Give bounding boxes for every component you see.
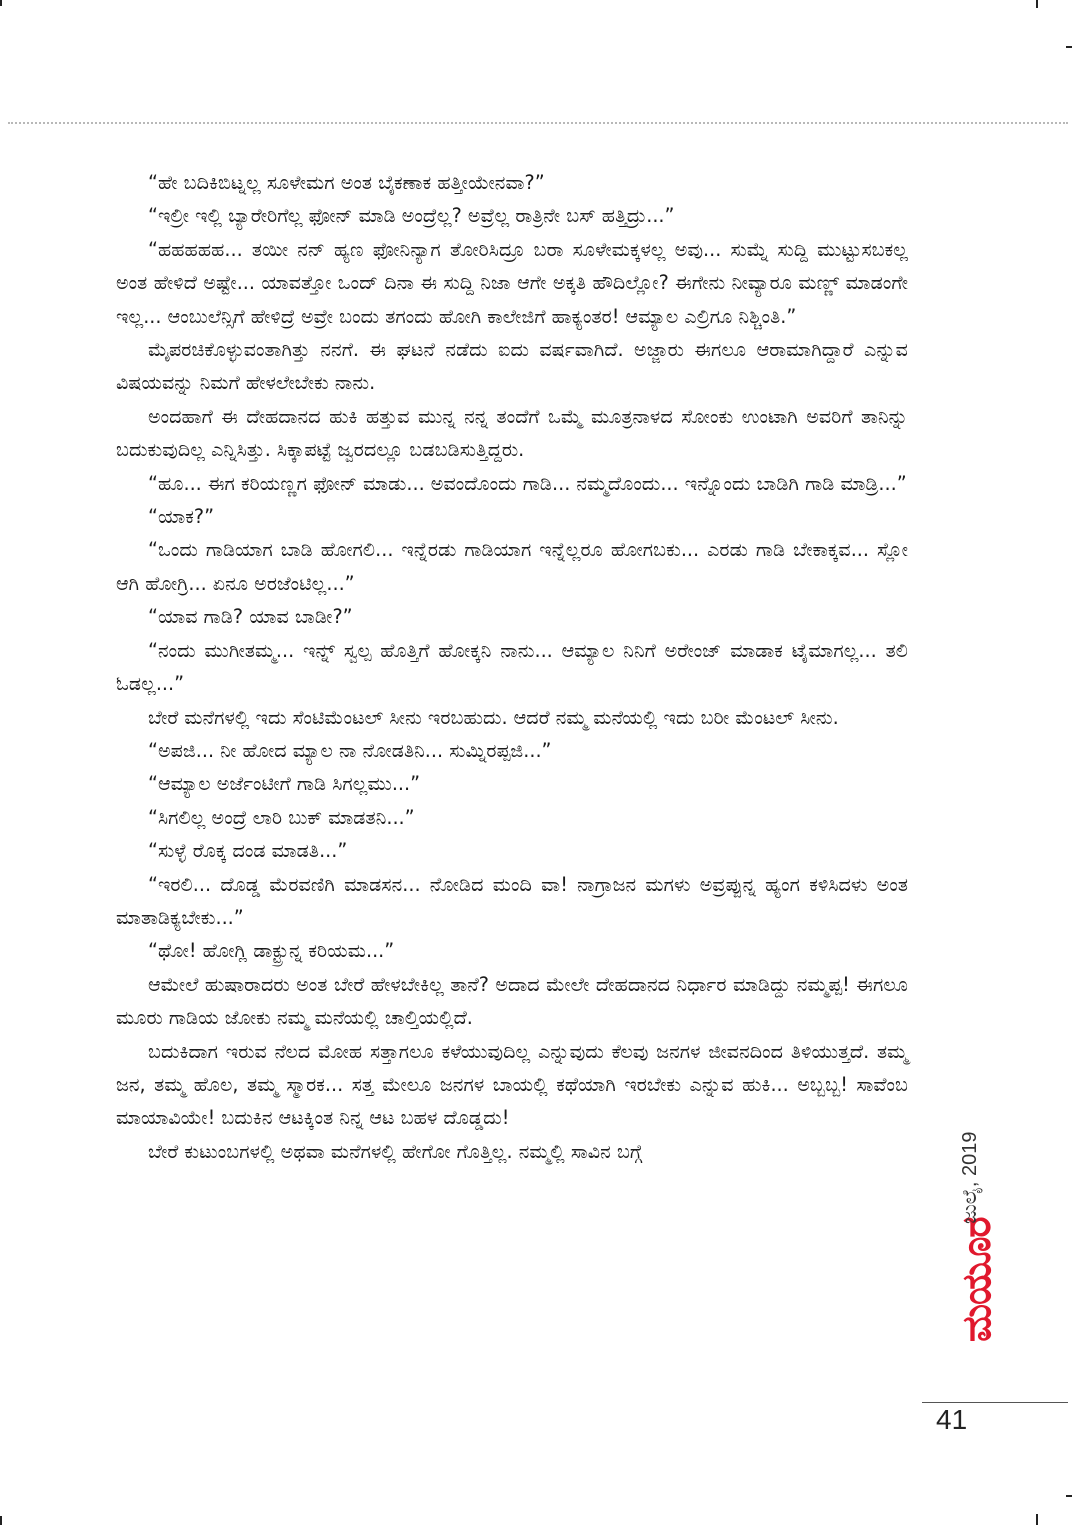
paragraph: “ಅಪಜಿ... ನೀ ಹೋದ ಮ್ಯಾಲ ನಾ ನೋಡತಿನಿ... ಸುಮ್ನಿರಪ್ಪಜಿ...” [148, 738, 552, 762]
page-number-rule [922, 1402, 1068, 1403]
paragraph: ಬೇರೆ ಕುಟುಂಬಗಳಲ್ಲಿ ಅಥವಾ ಮನೆಗಳಲ್ಲಿ ಹೇಗೋ ಗೊತ್ತಿಲ್ಲ. ನಮ್ಮಲ್ಲಿ ಸಾವಿನ ಬಗ್ಗೆ [148, 1139, 643, 1163]
paragraph: “ಇರಲಿ... ದೊಡ್ಡ ಮೆರವಣಿಗಿ ಮಾಡಸನ... ನೋಡಿದ ಮಂದಿ ವಾ! ನಾಗ್ರಾಜನ ಮಗಳು ಅವ್ರಪ್ಪುನ್ನ ಹ್ಯಂಗ ಕಳಿಸಿದಳು ಅಂತ ಮಾತಾಡಿಕ್ಯಬೇಕು...” [116, 872, 908, 929]
article-body [116, 166, 908, 1168]
header-dotted-rule [8, 122, 1068, 124]
paragraph: “ಸಿಗಲಿಲ್ಲ ಅಂದ್ರೆ ಲಾರಿ ಬುಕ್ ಮಾಡತನಿ...” [148, 805, 415, 829]
crop-mark-right-upper [1066, 46, 1072, 48]
paragraph: “ಸುಳ್ಳೆ ರೊಕ್ಕ ದಂಡ ಮಾಡತಿ...” [148, 839, 348, 863]
paragraph: “ಆಮ್ಯಾಲ ಅರ್ಜೆಂಟೀಗೆ ಗಾಡಿ ಸಿಗಲ್ಲಮು...” [148, 772, 421, 796]
paragraph: ಬೇರೆ ಮನೆಗಳಲ್ಲಿ ಇದು ಸೆಂಟಿಮೆಂಟಲ್ ಸೀನು ಇರಬಹುದು. ಆದರೆ ನಮ್ಮ ಮನೆಯಲ್ಲಿ ಇದು ಬರೀ ಮೆಂಟಲ್ ಸೀನು. [148, 705, 839, 729]
paragraph: ಬದುಕಿದಾಗ ಇರುವ ನೆಲದ ಮೋಹ ಸತ್ತಾಗಲೂ ಕಳೆಯುವುದಿಲ್ಲ ಎನ್ನುವುದು ಕೆಲವು ಜನಗಳ ಜೀವನದಿಂದ ತಿಳಿಯುತ್ತದೆ. ತಮ್ಮ ಜನ, ತಮ್ಮ ಹೊಲ, ತಮ್ಮ ಸ್ಮಾರಕ... ಸತ್ತ ಮೇಲೂ ಜನಗಳ ಬಾಯಲ್ಲಿ ಕಥೆಯಾಗಿ ಇರಬೇಕು ಎನ್ನುವ ಹುಕಿ... ಅಬ್ಬಬ್ಬ! ಸಾವೆಂಬ ಮಾಯಾವಿಯೇ! ಬದುಕಿನ ಆಟಕ್ಕಿಂತ ನಿನ್ನ ಆಟ ಬಹಳ ದೊಡ್ಡದು! [116, 1039, 908, 1130]
paragraph: ಅಂದಹಾಗೆ ಈ ದೇಹದಾನದ ಹುಕಿ ಹತ್ತುವ ಮುನ್ನ ನನ್ನ ತಂದೆಗೆ ಒಮ್ಮೆ ಮೂತ್ರನಾಳದ ಸೋಂಕು ಉಂಟಾಗಿ ಅವರಿಗೆ ತಾನಿನ್ನು ಬದುಕುವುದಿಲ್ಲ ಎನ್ನಿಸಿತ್ತು. ಸಿಕ್ಕಾಪಟ್ಟೆ ಜ್ವರದಲ್ಲೂ ಬಡಬಡಿಸುತ್ತಿದ್ದರು. [116, 404, 908, 462]
paragraph: “ಹೂ... ಈಗ ಕರಿಯಣ್ಣಗ ಫೋನ್ ಮಾಡು... ಅವಂದೊಂದು ಗಾಡಿ... ನಮ್ಮದೊಂದು... ಇನ್ನೊಂದು ಬಾಡಿಗಿ ಗಾಡಿ ಮಾಡ್ರಿ...” [148, 471, 907, 495]
paragraph: ಆಮೇಲೆ ಹುಷಾರಾದರು ಅಂತ ಬೇರೆ ಹೇಳಬೇಕಿಲ್ಲ ತಾನೆ? ಅದಾದ ಮೇಲೇ ದೇಹದಾನದ ನಿರ್ಧಾರ ಮಾಡಿದ್ದು ನಮ್ಮಪ್ಪ! ಈಗಲೂ ಮೂರು ಗಾಡಿಯ ಜೋಕು ನಮ್ಮ ಮನೆಯಲ್ಲಿ ಚಾಲ್ತಿಯಲ್ಲಿದೆ. [116, 972, 908, 1030]
paragraph: “ಹೇ ಬದಿಕಿಬಿಟ್ನಲ್ಲ ಸೂಳೇಮಗ ಅಂತ ಬೈಕಣಾಕ ಹತ್ತೀಯೇನವಾ?” [148, 171, 545, 194]
paragraph: “ಇಲ್ರೀ ಇಲ್ಲಿ ಬ್ಯಾರೇರಿಗೆಲ್ಲ ಫೋನ್ ಮಾಡಿ ಅಂದ್ರೆಲ್ಲ? ಅವ್ರೆಲ್ಲ ರಾತ್ರಿನೇ ಬಸ್ ಹತ್ತಿದ್ರು...” [148, 204, 675, 228]
crop-mark-top-left [0, 0, 2, 6]
paragraph: “ಯಾಕ?” [148, 505, 215, 529]
crop-mark-bottom-left [0, 1516, 2, 1525]
crop-mark-right-lower [1066, 1495, 1072, 1497]
paragraph: “ಥೋ! ಹೋಗ್ಲಿ ಡಾಕ್ಟ್ರುನ್ನ ಕರಿಯಮ...” [148, 939, 395, 963]
paragraph: ಮೈಪರಚಿಕೊಳ್ಳುವಂತಾಗಿತ್ತು ನನಗೆ. ಈ ಘಟನೆ ನಡೆದು ಐದು ವರ್ಷವಾಗಿದೆ. ಅಜ್ಜಾರು ಈಗಲೂ ಆರಾಮಾಗಿದ್ದಾರೆ ಎನ್ನುವ ವಿಷಯವನ್ನು ನಿಮಗೆ ಹೇಳಲೇಬೇಕು ನಾನು. [116, 338, 908, 395]
crop-mark-bottom-right [1036, 1514, 1038, 1525]
issue-date: ಜುಲೈ, 2019 [959, 1131, 981, 1224]
magazine-name: ಮಯೂರ [954, 1217, 1000, 1342]
crop-mark-top-right [1036, 0, 1038, 8]
paragraph: “ಹಹಹಹಹ... ತಯೀ ನನ್ ಹ್ಯಣ ಫೋನಿನ್ಯಾಗ ತೋರಿಸಿದ್ರೂ ಬರಾ ಸೂಳೇಮಕ್ಕಳಲ್ಲ ಅವು... ಸುಮ್ನೆ ಸುದ್ದಿ ಮುಟ್ಟುಸಬಕಲ್ಲ ಅಂತ ಹೇಳಿದೆ ಅಷ್ಟೇ... ಯಾವತ್ತೋ ಒಂದ್ ದಿನಾ ಈ ಸುದ್ದಿ ನಿಜಾ ಆಗೇ ಅಕ್ಕತಿ ಹೌದಿಲ್ಲೋ? ಈಗೇನು ನೀವ್ಯಾರೂ ಮಣ್ಣ್ ಮಾಡಂಗೇ ಇಲ್ಲ... ಆಂಬುಲೆನ್ಸಿಗೆ ಹೇಳಿದ್ರೆ ಅವ್ರೇ ಬಂದು ತಗಂದು ಹೋಗಿ ಕಾಲೇಜಿಗೆ ಹಾಕ್ಯಂತರ! ಆಮ್ಯಾಲ ಎಲ್ರಿಗೂ ನಿಶ್ಚಿಂತಿ.” [116, 237, 908, 328]
paragraph: “ನಂದು ಮುಗೀತಮ್ಮ... ಇನ್ನ್ ಸ್ವಲ್ಪ ಹೊತ್ತಿಗೆ ಹೋಕ್ಕನಿ ನಾನು... ಆಮ್ಯಾಲ ನಿನಿಗೆ ಅರೇಂಜ್ ಮಾಡಾಕ ಟೈಮಾಗಲ್ಲ... ತಲಿ ಓಡಲ್ಲ...” [116, 638, 908, 696]
paragraph: “ಯಾವ ಗಾಡಿ? ಯಾವ ಬಾಡೀ?” [148, 605, 353, 629]
paragraph: “ಒಂದು ಗಾಡಿಯಾಗ ಬಾಡಿ ಹೋಗಲಿ... ಇನ್ನೆರಡು ಗಾಡಿಯಾಗ ಇನ್ನೆಲ್ಲರೂ ಹೋಗಬಕು... ಎರಡು ಗಾಡಿ ಬೇಕಾಕ್ಕವ... ಸ್ಲೋ ಆಗಿ ಹೋಗ್ರಿ... ಏನೂ ಅರಜೆಂಟಿಲ್ಲ...” [116, 538, 908, 595]
page-number: 41 [936, 1404, 968, 1435]
